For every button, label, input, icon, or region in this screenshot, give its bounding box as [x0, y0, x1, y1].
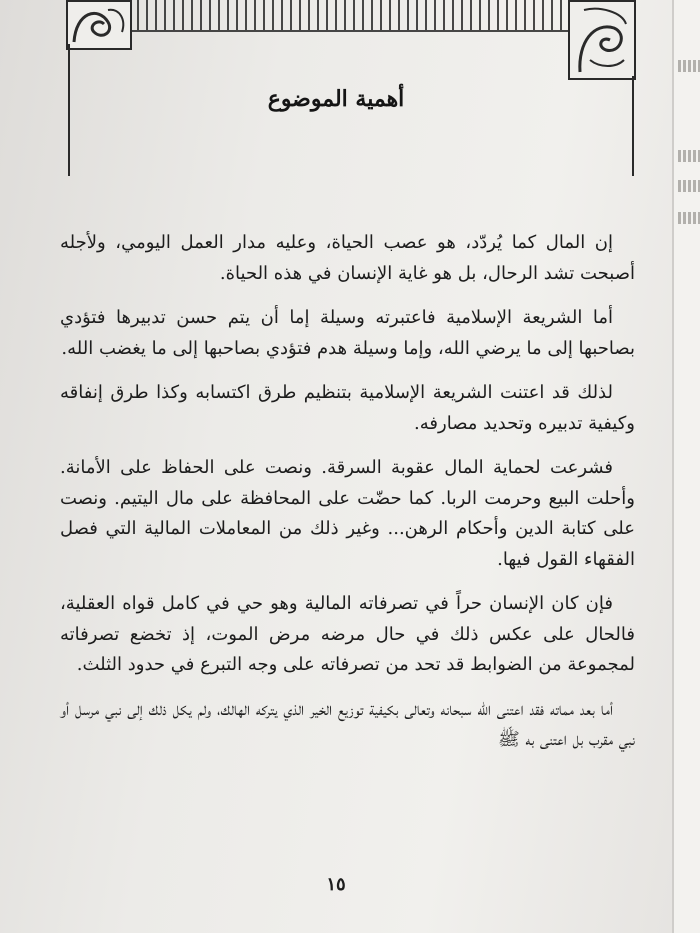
paragraph: أما الشريعة الإسلامية فاعتبرته وسيلة إما أن يتم حسن تدبيرها فتؤدي بصاحبها إلى ما يرضي الله، وإما وسيلة هدم فتؤدي بصاحبها إلى ما يغضب الله. — [60, 307, 635, 359]
paragraph: فإن كان الإنسان حراً في تصرفاته المالية وهو حي في كامل قواه العقلية، فالحال على عكس ذلك في حال مرضه مرض الموت، إذ تخضع تصرفاته لمجموعة من الضوابط قد تحد من تصرفاته على وجه التبرع في حدود الثلث. — [60, 593, 635, 675]
ghost-text — [678, 212, 700, 224]
ornamental-band — [128, 0, 568, 32]
ornament-corner-left — [66, 0, 132, 50]
ornament-corner-right — [568, 0, 636, 80]
ghost-text — [678, 60, 700, 72]
page-title: أهمية الموضوع — [267, 86, 405, 112]
ghost-text — [678, 150, 700, 162]
paragraph: لذلك قد اعتنت الشريعة الإسلامية بتنظيم طرق اكتسابه وكذا طرق إنفاقه وكيفية تدبيره وتحديد مصارفه. — [60, 382, 635, 434]
paragraph: إن المال كما يُردّد، هو عصب الحياة، وعليه مدار العمل اليومي، ولأجله أصبحت تشد الرحال، بل هو غاية الإنسان في هذه الحياة. — [60, 232, 635, 284]
paragraph: فشرعت لحماية المال عقوبة السرقة. ونصت على الحفاظ على الأمانة. وأحلت البيع وحرمت الربا. كما حضّت على المحافظة على مال اليتيم. ونصت على كتابة الدين وأحكام الرهن... وغير ذلك من المعاملات المالية التي فصل الفقهاء القول فيها. — [60, 457, 635, 570]
adjacent-page-edge — [672, 0, 700, 933]
ghost-text — [678, 180, 700, 192]
paragraph: أما بعد مماته فقد اعتنى الله سبحانه وتعالى بكيفية توزيع الخير الذي يتركه الهالك، ولم يكل ذلك إلى نبي مرسل أو نبي مقرب بل اعتنى به ﷺ — [60, 698, 635, 750]
page-number: ١٥ — [326, 874, 346, 895]
body-text — [60, 228, 635, 770]
